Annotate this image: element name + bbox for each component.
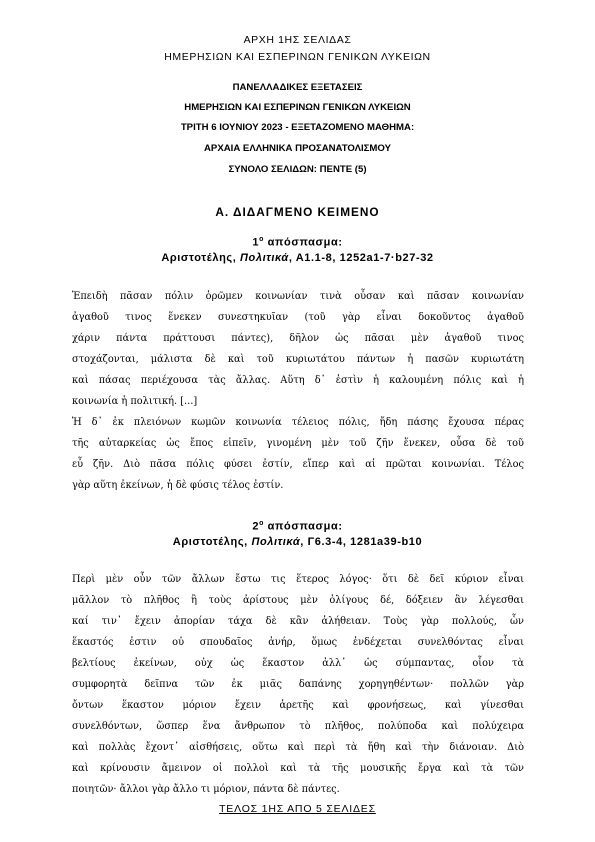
text-line: καὶ πάσας περιέχουσα τὰς ἄλλας. Αὕτη δ᾽ ἐστὶν ἡ καλουμένη πόλις καὶ ἡ (72, 375, 524, 386)
text-line: συμφορητὰ δεῖπνα τῶν ἐκ μιᾶς δαπάνης χορηγηθέντων· πολλῶν γὰρ (72, 679, 524, 690)
school-type-header: ΗΜΕΡΗΣΙΩΝ ΚΑΙ ΕΣΠΕΡΙΝΩΝ ΓΕΝΙΚΩΝ ΛΥΚΕΙΩΝ (164, 51, 431, 63)
page-start-header: ΑΡΧΗ 1ΗΣ ΣΕΛΙΔΑΣ (243, 34, 352, 46)
excerpt1-label: $1^o$ απόσπασμα: (252, 236, 343, 249)
section-title: Α. ΔΙΔΑΓΜΕΝΟ ΚΕΙΜΕΝΟ (215, 205, 380, 219)
text-line: βελτίους ἐκείνων, οὐχ ὡς ἕκαστον ἀλλ᾽ ὡς σύμπαντας, οἷον τὰ (72, 658, 524, 669)
text-line: χάριν πάντα πράττουσι πάντες), δῆλον ὡς πᾶσαι μὲν ἀγαθοῦ τινος (72, 333, 524, 344)
exam-title-line1: ΠΑΝΕΛΛΑΔΙΚΕΣ ΕΞΕΤΑΣΕΙΣ (232, 82, 363, 93)
text-line: καί τιν᾽ ἔχειν ἀπορίαν τάχα δὲ κἂν ἀλήθειαν. Τοὺς γὰρ πολλούς, ὧν (72, 616, 524, 627)
text-line: ποιητῶν· ἄλλοι γὰρ ἄλλο τι μόριον, πάντα δὲ πάντες. (72, 784, 340, 795)
text-line: τῆς αὐταρκείας ὡς ἔπος εἰπεῖν, γινομένη μὲν τοῦ ζῆν ἕνεκεν, οὖσα δὲ τοῦ (72, 438, 524, 449)
text-line: καὶ κρίνουσιν ἄμεινον οἱ πολλοὶ καὶ τὰ τῆς μουσικῆς ἔργα καὶ τὰ τῶν (72, 763, 524, 774)
text-line: στοχάζονται, μάλιστα δὲ καὶ τοῦ κυριωτάτου πάντων ἡ πασῶν κυριωτάτη (72, 354, 524, 365)
text-line: ἀγαθοῦ τινος ἕνεκεν συνεστηκυῖαν (τοῦ γὰρ εἶναι δοκοῦντος ἀγαθοῦ (72, 312, 524, 323)
text-line: κοινωνία ἡ πολιτική. [...] (72, 396, 198, 407)
text-line: ὄντων ἕκαστον μόριον ἔχειν ἀρετῆς καὶ φρονήσεως, καὶ γίνεσθαι (72, 700, 524, 711)
page-end-footer: ΤΕΛΟΣ 1ΗΣ ΑΠΟ 5 ΣΕΛΙΔΕΣ (219, 803, 376, 815)
text-line: καὶ πολλὰς ἔχοντ᾽ αἰσθήσεις, οὕτω καὶ περὶ τὰ ἤθη καὶ τὴν διάνοιαν. Διὸ (72, 742, 524, 753)
excerpt2-label: $2^o$ απόσπασμα: (252, 520, 343, 533)
excerpt2-source: Αριστοτέλης, Πολιτικά, Γ6.3-4, 1281a39-b10 (172, 536, 423, 548)
exam-date-subject: ΤΡΙΤΗ 6 ΙΟΥΝΙΟΥ 2023 - ΕΞΕΤΑΖΟΜΕΝΟ ΜΑΘΗΜΑ: (180, 122, 415, 133)
text-line: Περὶ μὲν οὖν τῶν ἄλλων ἔστω τις ἕτερος λόγος· ὅτι δὲ δεῖ κύριον εἶναι (72, 574, 524, 585)
text-line: Ἡ δ᾽ ἐκ πλειόνων κωμῶν κοινωνία τέλειος πόλις, ἤδη πάσης ἔχουσα πέρας (72, 417, 524, 428)
text-line: εὖ ζῆν. Διὸ πᾶσα πόλις φύσει ἐστίν, εἴπερ καὶ αἱ πρῶται κοινωνίαι. Τέλος (72, 459, 524, 470)
excerpt1-source: Αριστοτέλης, Πολιτικά, Α1.1-8, 1252a1-7·b27-32 (161, 252, 434, 264)
total-pages: ΣΥΝΟΛΟ ΣΕΛΙΔΩΝ: ΠΕΝΤΕ (5) (228, 164, 367, 175)
text-line: μᾶλλον τὸ πλῆθος ἢ τοὺς ἀρίστους μὲν ὀλίγους δέ, δόξειεν ἂν λέγεσθαι (72, 595, 524, 606)
text-line: συνελθόντων, ὥσπερ ἕνα ἄνθρωπον τὸ πλῆθος, πολύποδα καὶ πολύχειρα (72, 721, 524, 732)
text-line: Ἐπειδὴ πᾶσαν πόλιν ὁρῶμεν κοινωνίαν τινὰ οὖσαν καὶ πᾶσαν κοινωνίαν (72, 291, 524, 302)
text-line: ἕκαστός ἐστιν οὐ σπουδαῖος ἀνήρ, ὅμως ἐνδέχεται συνελθόντας εἶναι (72, 637, 524, 648)
exam-subject-name: ΑΡΧΑΙΑ ΕΛΛΗΝΙΚΑ ΠΡΟΣΑΝΑΤΟΛΙΣΜΟΥ (204, 143, 391, 154)
text-line: γὰρ αὕτη ἐκείνων, ἡ δὲ φύσις τέλος ἐστίν. (72, 480, 284, 491)
exam-title-line2: ΗΜΕΡΗΣΙΩΝ ΚΑΙ ΕΣΠΕΡΙΝΩΝ ΓΕΝΙΚΩΝ ΛΥΚΕΙΩΝ (184, 102, 411, 113)
